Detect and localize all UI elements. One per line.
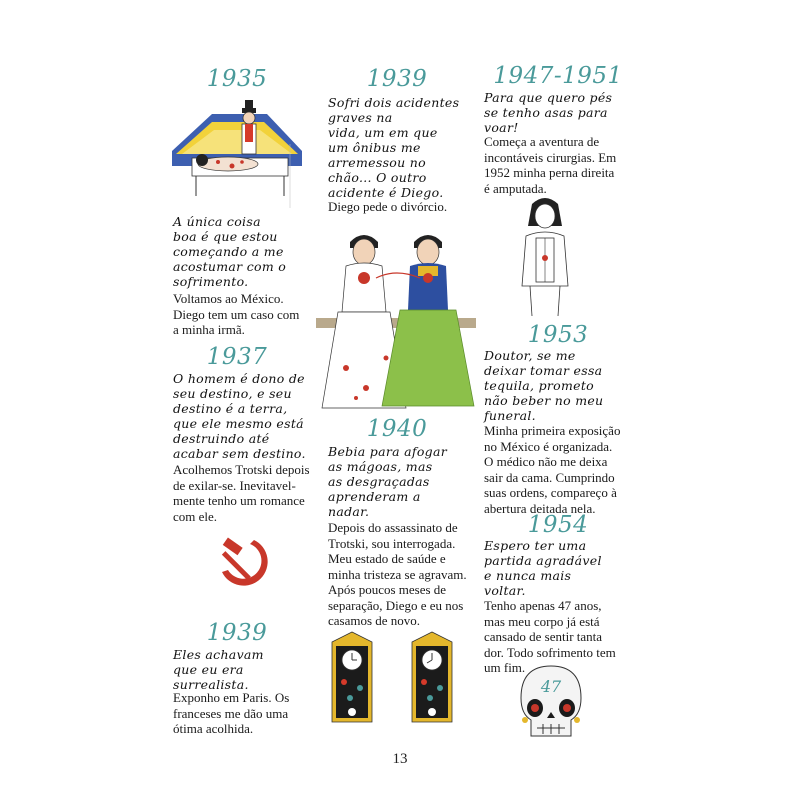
hammer-and-sickle-icon [210, 530, 274, 594]
text-1937: Acolhemos Trotski depois de exilar-se. Inevitavel- mente tenho um romance com ele. [173, 462, 310, 524]
bus-accident-illustration [172, 96, 302, 208]
two-fridas-illustration [316, 218, 476, 414]
skull-number: 47 [540, 677, 562, 696]
text-1939-divorce: Diego pede o divórcio. [328, 199, 448, 214]
text-1935: Voltamos ao México. Diego tem um caso com a minha irmã. [173, 291, 300, 337]
quote-1940: Bebia para afogar as mágoas, mas as desgraçadas aprenderam a nadar. [328, 444, 447, 519]
year-1947-1951: 1947-1951 [493, 63, 623, 89]
year-1935: 1935 [206, 66, 268, 92]
year-1954: 1954 [527, 512, 589, 538]
text-1954: Tenho apenas 47 anos, mas meu corpo já está cansado de sentir tanta dor. Todo sofrimento tem um fim. [484, 598, 616, 675]
quote-1954: Espero ter uma partida agradável e nunca mais voltar. [484, 538, 602, 598]
year-1939-paris: 1939 [206, 620, 268, 646]
text-1939-paris: Exponho em Paris. Os franceses me dão uma ótima acolhida. [173, 690, 290, 736]
sugar-skull-illustration [515, 664, 587, 744]
page-number: 13 [392, 751, 408, 767]
text-1940: Depois do assassinato de Trotski, sou interrogada. Meu estado de saúde e minha tristeza se agravam. Após poucos meses de separação, Diego e eu nos casamos de novo. [328, 520, 467, 628]
year-1937: 1937 [206, 344, 268, 370]
year-1939-divorce: 1939 [366, 66, 428, 92]
frida-corset-illustration [510, 196, 580, 318]
text-1953: Minha primeira exposição no México é organizada. O médico não me deixa sair da cama. Cumprindo suas ordens, compareço à abertura deitada nela. [484, 423, 621, 516]
quote-1939-divorce: Sofri dois acidentes graves na vida, um em que um ônibus me arremessou no chão... O outro acidente é Diego. [328, 95, 460, 200]
year-1953: 1953 [527, 322, 589, 348]
quote-1935: A única coisa boa é que estou começando a me acostumar com o sofrimento. [173, 214, 287, 289]
clocks-illustration [328, 630, 468, 730]
quote-1939-paris: Eles achavam que eu era surrealista. [173, 647, 264, 692]
text-1947-1951: Começa a aventura de incontáveis cirurgias. Em 1952 minha perna direita é amputada. [484, 134, 617, 196]
quote-1937: O homem é dono de seu destino, e seu destino é a terra, que ele mesmo está destruindo até acabar sem destino. [173, 371, 306, 461]
quote-1953: Doutor, se me deixar tomar essa tequila, prometo não beber no meu funeral. [484, 348, 604, 423]
year-1940: 1940 [366, 416, 428, 442]
quote-1947-1951: Para que quero pés se tenho asas para voar! [484, 90, 613, 135]
